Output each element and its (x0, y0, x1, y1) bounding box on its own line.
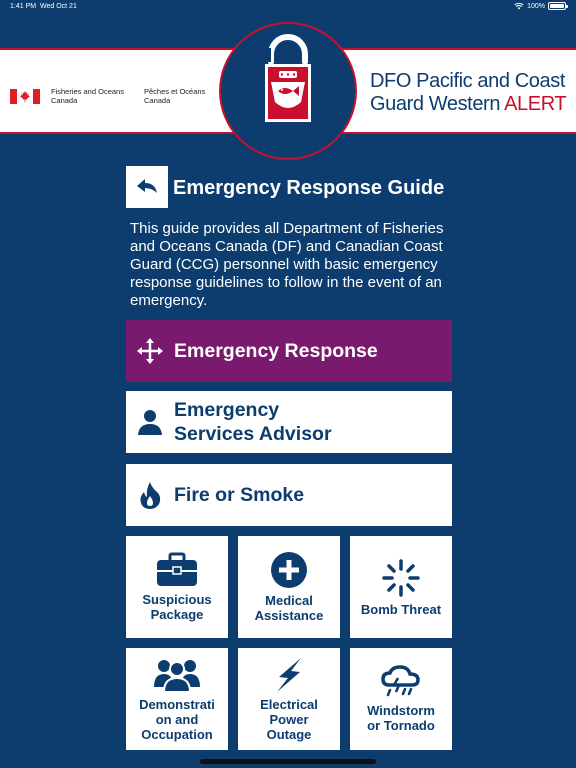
tile-line: Suspicious (142, 592, 212, 607)
emergency-services-advisor-label (174, 398, 332, 446)
bomb-threat-tile[interactable] (350, 536, 452, 638)
canada-flag-icon (10, 89, 40, 104)
esa-line1: Emergency (174, 399, 280, 421)
tile-line: on and (155, 711, 199, 727)
ship-bag-icon (221, 24, 355, 158)
tile-line: Electrical (260, 696, 318, 712)
fire-or-smoke-label: Fire or Smoke (174, 484, 305, 506)
fire-or-smoke-button[interactable] (126, 464, 452, 526)
tile-line: Power (269, 711, 309, 727)
back-arrow-icon (135, 177, 159, 197)
tile-line: Demonstrati (139, 696, 215, 712)
lightning-icon (271, 657, 307, 693)
status-date: Wed Oct 21 (40, 3, 77, 10)
guide-panel (126, 160, 452, 742)
gov-name-french (144, 87, 205, 105)
medical-plus-icon (270, 551, 308, 589)
flame-icon (137, 480, 163, 510)
status-time: 1:41 PM (10, 3, 37, 10)
emergency-response-button[interactable] (126, 320, 452, 382)
demonstration-occupation-tile[interactable] (126, 648, 228, 750)
esa-line2: Services Advisor (174, 423, 332, 445)
app-title-accent: ALERT (504, 93, 567, 115)
tile-line: Outage (266, 726, 312, 742)
tile-line: Medical (265, 593, 313, 608)
guide-intro: This guide provides all Department of Fisheries and Oceans Canada (DF) and Canadian Coast Guard (CCG) personnel with basic emergency response guidelines to follow in the event of an emergency. (130, 220, 444, 309)
medical-assistance-label (255, 593, 324, 623)
app-title-prefix: Guard Western (370, 93, 505, 115)
tile-line: Occupation (141, 726, 213, 742)
battery-percent: 100% (527, 2, 545, 10)
gov-fr-line2: Canada (144, 96, 171, 105)
medical-assistance-tile[interactable] (238, 536, 340, 638)
app-title-line2 (370, 93, 566, 116)
briefcase-icon (155, 552, 199, 588)
tile-line: Package (150, 607, 204, 622)
move-arrows-icon (135, 336, 165, 366)
guide-header (126, 160, 452, 210)
page-title: Emergency Response Guide (173, 177, 445, 199)
electrical-power-outage-tile[interactable] (238, 648, 340, 750)
status-bar (0, 0, 576, 16)
gov-en-line1: Fisheries and Oceans (51, 87, 124, 96)
demonstration-occupation-label (139, 697, 215, 742)
windstorm-tornado-label (367, 703, 435, 733)
person-icon (135, 407, 165, 437)
wifi-icon (514, 2, 524, 10)
tile-line: Windstorm (367, 703, 435, 718)
app-title (370, 70, 566, 116)
storm-cloud-icon (381, 665, 421, 699)
app-logo (219, 22, 357, 160)
status-right (514, 2, 566, 10)
gov-en-line2: Canada (51, 96, 78, 105)
battery-icon (548, 2, 566, 10)
group-icon (152, 657, 202, 693)
suspicious-package-label (142, 592, 211, 622)
emergency-services-advisor-button[interactable] (126, 391, 452, 453)
app-title-line1: DFO Pacific and Coast (370, 70, 566, 92)
tile-line: Assistance (254, 608, 324, 623)
tile-line: or Tornado (367, 718, 435, 733)
gov-name-english (51, 87, 124, 105)
electrical-power-outage-label (260, 697, 318, 742)
burst-icon (381, 558, 421, 598)
gov-fr-line1: Pêches et Océans (144, 87, 206, 96)
back-button[interactable] (126, 166, 168, 208)
bomb-threat-label: Bomb Threat (360, 601, 442, 617)
windstorm-tornado-tile[interactable] (350, 648, 452, 750)
suspicious-package-tile[interactable] (126, 536, 228, 638)
home-indicator[interactable] (200, 759, 376, 764)
emergency-response-label: Emergency Response (174, 340, 378, 362)
